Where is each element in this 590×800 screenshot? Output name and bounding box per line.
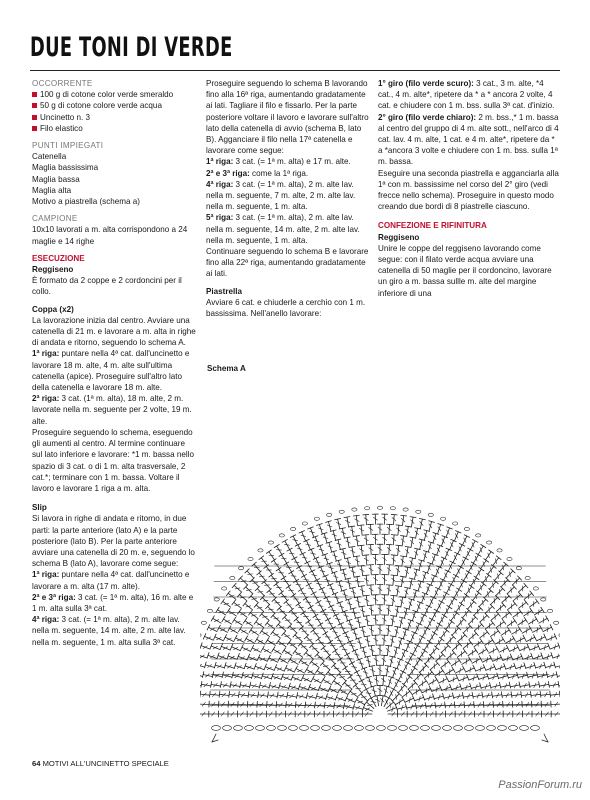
back-row-2-3 bbox=[206, 168, 369, 179]
row-label: 4ª riga: bbox=[32, 615, 60, 625]
row-label: 2ª riga: bbox=[32, 394, 60, 404]
row-text: 3 cat. (1ª m. alta), 18 m. alte, 2 m. lavorate nella m. seguente per 2 volte, 19 m. alte. bbox=[32, 394, 192, 426]
column-2 bbox=[206, 78, 369, 319]
slip-row-2-3 bbox=[32, 592, 196, 614]
row-label: 1° giro (filo verde scuro): bbox=[378, 79, 474, 88]
punti-item: Maglia bassissima bbox=[32, 163, 99, 173]
confezione-reggiseno-text: Unire le coppe del reggiseno lavorando come segue: con il filato verde acqua avviare una catenella di 50 maglie per il cordoncino, lavorare un giro a m. bassa sullle m. alte del margine inferiore di una bbox=[378, 243, 552, 298]
reggiseno-text: È formato da 2 coppe e 2 cordoncini per il collo. bbox=[32, 276, 182, 297]
title-divider bbox=[30, 70, 560, 71]
row-text: 3 cat. (= 1ª m. alta), 16 m. alte e 1 m. alta sulla 3ª cat. bbox=[32, 592, 194, 613]
schema-a-diagram bbox=[200, 372, 560, 752]
piastrella-join-text: Eseguire una seconda piastrella e agganciarla alla 1ª con m. bassissime nel corso del 2° giro (vedi frecce nello schema). Proseguire in questo modo creando due bordi di 8 piastrelle ciascuno. bbox=[378, 168, 559, 212]
row-label: 2ª e 3ª riga: bbox=[32, 592, 76, 602]
page-number: 64 bbox=[32, 759, 41, 768]
column-1 bbox=[32, 78, 196, 648]
coppa-rest: Proseguire seguendo lo schema, eseguendo gli aumenti al centro. Al termine continuare sul lato inferiore e lavorare: *1 m. bassa nello spazio di 3 cat. o di 1 m. alta trasversale, 2 cat.*; terminare con 1 m. bassa. Voltare il lavoro e lavorare 1 riga a m. alta. bbox=[32, 427, 194, 493]
magazine-name: MOTIVI ALL'UNCINETTO SPECIALE bbox=[42, 759, 169, 768]
occorrente-item: Uncinetto n. 3 bbox=[32, 112, 196, 123]
row-label: 5ª riga: bbox=[206, 213, 234, 223]
row-label: 2ª e 3ª riga: bbox=[206, 168, 250, 178]
piastrella-heading: Piastrella bbox=[206, 286, 242, 296]
slip-heading: Slip bbox=[32, 503, 47, 513]
back-rest: Continuare seguendo lo schema B e lavorare fino alla 22ª riga, aumentando gradatamente ai lati. bbox=[206, 247, 369, 279]
schema-a-label: Schema A bbox=[207, 364, 246, 373]
campione-heading: CAMPIONE bbox=[32, 214, 78, 224]
campione-text: 10x10 lavorati a m. alta corrispondono a 24 maglie e 14 righe bbox=[32, 225, 188, 246]
coppa-intro: La lavorazione inizia dal centro. Avviare una catenella di 21 m. e lavorare a m. alta in righe di andata e ritorno, seguendo lo schema A. bbox=[32, 315, 196, 348]
esecuzione-heading: ESECUZIONE bbox=[32, 253, 85, 263]
row-text: come la 1ª riga. bbox=[249, 168, 309, 178]
slip-intro: Si lavora in righe di andata e ritorno, in due parti: la parte anteriore (lato A) e la parte posteriore (lato B). Per la parte anteriore avviare una catenella di 20 m. e, seguendo lo schema B (lato A), lavorare come segue: bbox=[32, 514, 195, 569]
occorrente-heading: OCCORRENTE bbox=[32, 79, 93, 88]
row-text: 3 cat. (= 1ª m. alta), 2 m. alte lav. nella m. seguente, 14 m. alte, 2 m. alte lav. nella m. seguente, 1 m. alta sulla 3ª cat. bbox=[32, 615, 186, 647]
giro-1 bbox=[378, 78, 560, 112]
back-row-4 bbox=[206, 179, 369, 213]
confezione-heading: CONFEZIONE E RIFINITURA bbox=[378, 221, 487, 231]
occorrente-item: 50 g di cotone colore verde acqua bbox=[32, 100, 196, 111]
row-text: 3 cat. (= 1ª m. alta), 2 m. alte lav. nella m. seguente, 7 m. alte, 2 m. alte lav. nella m. seguente, 1 m. alta. bbox=[206, 179, 356, 212]
page-title: DUE TONI DI VERDE bbox=[30, 32, 233, 63]
confezione-reggiseno-heading: Reggiseno bbox=[378, 232, 420, 242]
back-row-5 bbox=[206, 212, 369, 246]
slip-row-1 bbox=[32, 569, 196, 591]
row-label: 1ª riga: bbox=[32, 570, 60, 580]
column-3 bbox=[378, 78, 560, 299]
punti-heading: PUNTI IMPIEGATI bbox=[32, 141, 104, 151]
slip-row-4 bbox=[32, 614, 196, 648]
row-text: puntare nella 4ª cat. dall'uncinetto e lavorare 18 m. alte, 4 m. alte sull'ultima catenella (apice). Proseguire sull'altro lato della catenella e lavorare 18 m. alte. bbox=[32, 349, 190, 393]
coppa-row-2 bbox=[32, 393, 196, 427]
watermark: PassionForum.ru bbox=[498, 779, 582, 791]
coppa-row-1 bbox=[32, 348, 196, 393]
row-label: 1ª riga: bbox=[206, 157, 234, 167]
row-text: 3 cat. (= 1ª m. alta), 2 m. alte lav. nella m. seguente, 14 m. alte, 2 m. alte lav. nella m. seguente, 1 m. alta. bbox=[206, 213, 360, 245]
row-text: 2 m. bss.,* 1 m. bassa al centro del gruppo di 4 m. alte sott., nell'arco di 4 cat. lav. 4 m. alte, 1 cat. e 4 m. alte*, ripetere da * a *ancora 3 volte e chiudere con 1 m. bss. sulla 1ª m. bassa. bbox=[378, 112, 559, 167]
page-footer bbox=[32, 759, 169, 768]
row-label: 2° giro (filo verde chiaro): bbox=[378, 112, 477, 122]
punti-item: Motivo a piastrella (schema a) bbox=[32, 197, 140, 207]
row-text: 3 cat. (= 1ª m. alta) e 17 m. alte. bbox=[233, 157, 351, 167]
row-label: 4ª riga: bbox=[206, 179, 234, 189]
occorrente-item: 100 g di cotone color verde smeraldo bbox=[32, 89, 196, 100]
occorrente-item: Filo elastico bbox=[32, 123, 196, 134]
coppa-heading: Coppa (x2) bbox=[32, 304, 74, 314]
slip-continue-text: Proseguire seguendo lo schema B lavorando fino alla 16ª riga, aumentando gradatamente ai lati. Tagliare il filo e fissarlo. Per la parte posteriore voltare il lavoro e lavorare sull'altro lato della catenella di avvio (schema B, lato B). Agganciare il filo nella 17ª catenella e lavorare come segue: bbox=[206, 79, 369, 156]
row-text: puntare nella 4ª cat. dall'uncinetto e lavorare a m. alta (17 m. alte). bbox=[32, 570, 190, 591]
back-row-1 bbox=[206, 156, 369, 167]
punti-item: Maglia bassa bbox=[32, 174, 80, 184]
row-label: 1ª riga: bbox=[32, 349, 60, 359]
giro-2 bbox=[378, 112, 560, 168]
row-text: 3 cat., 3 m. alte, *4 cat., 4 m. alte*, ripetere da * a * ancora 2 volte, 4 cat. e chiudere con 1 m. bss. sulla 3ª cat. d'inizio. bbox=[378, 79, 555, 111]
punti-item: Catenella bbox=[32, 152, 67, 162]
piastrella-text: Avviare 6 cat. e chiuderle a cerchio con 1 m. bassissima. Nell'anello lavorare: bbox=[206, 297, 366, 319]
reggiseno-heading: Reggiseno bbox=[32, 265, 74, 275]
punti-item: Maglia alta bbox=[32, 185, 72, 195]
